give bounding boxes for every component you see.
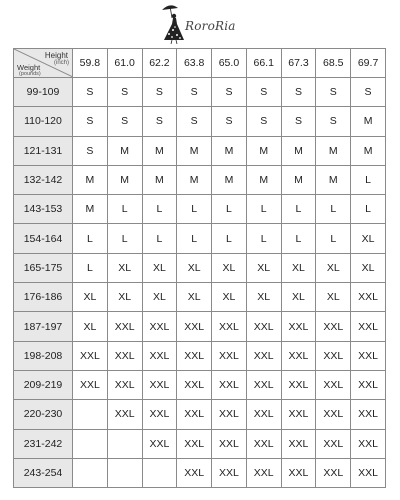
table-row — [14, 400, 386, 429]
size-cell: XXL — [316, 429, 351, 458]
size-cell: XXL — [351, 283, 386, 312]
size-cell: L — [177, 195, 212, 224]
size-cell: M — [107, 136, 142, 165]
weight-range-cell: 165-175 — [14, 253, 73, 282]
size-cell: XXL — [246, 400, 281, 429]
size-cell: XXL — [212, 370, 247, 399]
height-header-cell: 68.5 — [316, 49, 351, 78]
size-cell: XXL — [107, 400, 142, 429]
weight-range-cell: 243-254 — [14, 458, 73, 487]
size-cell: XL — [107, 253, 142, 282]
size-cell: L — [142, 224, 177, 253]
size-cell — [107, 429, 142, 458]
size-cell: M — [73, 165, 108, 194]
weight-range-cell: 110-120 — [14, 107, 73, 136]
size-chart-table — [13, 48, 386, 488]
table-row — [14, 78, 386, 107]
size-cell: XXL — [246, 429, 281, 458]
size-cell — [142, 458, 177, 487]
size-cell: S — [316, 78, 351, 107]
size-cell: M — [212, 165, 247, 194]
size-cell: XL — [281, 253, 316, 282]
size-cell: XXL — [351, 312, 386, 341]
size-cell: S — [73, 107, 108, 136]
height-header-cell: 59.8 — [73, 49, 108, 78]
size-cell: L — [73, 253, 108, 282]
size-cell: XXL — [73, 341, 108, 370]
size-cell: XXL — [142, 312, 177, 341]
size-cell: XXL — [107, 341, 142, 370]
size-cell: L — [351, 195, 386, 224]
size-cell: XXL — [142, 341, 177, 370]
size-cell: XXL — [142, 400, 177, 429]
size-cell: S — [177, 107, 212, 136]
table-row — [14, 429, 386, 458]
size-cell: S — [142, 78, 177, 107]
brand-logo — [0, 0, 400, 46]
size-cell: M — [212, 136, 247, 165]
size-cell: S — [281, 78, 316, 107]
height-header-cell: 67.3 — [281, 49, 316, 78]
size-cell: XL — [281, 283, 316, 312]
size-cell — [73, 400, 108, 429]
size-cell: XXL — [281, 370, 316, 399]
table-row — [14, 107, 386, 136]
table-row — [14, 283, 386, 312]
size-cell: XXL — [281, 312, 316, 341]
weight-label: Weight — [17, 63, 41, 72]
table-row — [14, 195, 386, 224]
height-header-cell: 62.2 — [142, 49, 177, 78]
table-row — [14, 136, 386, 165]
size-cell: XL — [351, 253, 386, 282]
size-cell: XXL — [177, 458, 212, 487]
size-cell: XXL — [316, 370, 351, 399]
size-cell: XL — [316, 253, 351, 282]
size-cell — [107, 458, 142, 487]
size-cell: XXL — [212, 400, 247, 429]
size-cell: M — [142, 165, 177, 194]
size-cell: XXL — [316, 341, 351, 370]
size-cell: S — [177, 78, 212, 107]
height-header-row — [14, 49, 386, 78]
size-cell: XXL — [351, 370, 386, 399]
weight-range-cell: 220-230 — [14, 400, 73, 429]
size-cell: XXL — [316, 458, 351, 487]
size-cell: XXL — [73, 370, 108, 399]
size-cell: XXL — [212, 458, 247, 487]
size-cell: XXL — [107, 312, 142, 341]
size-cell: S — [73, 136, 108, 165]
table-row — [14, 458, 386, 487]
size-cell: XXL — [281, 341, 316, 370]
size-cell: M — [107, 165, 142, 194]
size-cell: XXL — [281, 458, 316, 487]
size-cell: M — [246, 136, 281, 165]
size-cell: XXL — [246, 370, 281, 399]
size-cell: S — [212, 78, 247, 107]
size-cell: XXL — [177, 429, 212, 458]
weight-unit: (pounds) — [19, 71, 41, 77]
size-cell: XXL — [281, 400, 316, 429]
size-cell: XL — [142, 253, 177, 282]
weight-range-cell: 154-164 — [14, 224, 73, 253]
size-cell: XXL — [177, 341, 212, 370]
size-cell: L — [177, 224, 212, 253]
size-cell: M — [246, 165, 281, 194]
size-cell: XXL — [246, 312, 281, 341]
size-cell: L — [246, 195, 281, 224]
size-cell: XXL — [212, 341, 247, 370]
size-cell: M — [281, 136, 316, 165]
size-cell: XXL — [142, 429, 177, 458]
size-cell: XL — [107, 283, 142, 312]
size-cell: L — [351, 165, 386, 194]
weight-range-cell: 99-109 — [14, 78, 73, 107]
size-cell: XL — [316, 283, 351, 312]
size-cell: S — [281, 107, 316, 136]
height-header-cell: 63.8 — [177, 49, 212, 78]
size-cell: XL — [177, 283, 212, 312]
size-cell: S — [142, 107, 177, 136]
table-row — [14, 253, 386, 282]
size-cell: XXL — [246, 341, 281, 370]
size-cell: M — [351, 107, 386, 136]
weight-range-cell: 121-131 — [14, 136, 73, 165]
size-cell: XXL — [316, 400, 351, 429]
size-cell: L — [281, 195, 316, 224]
brand-name: RoroRia — [185, 19, 236, 33]
table-row — [14, 312, 386, 341]
size-cell: XL — [212, 253, 247, 282]
size-cell: XL — [73, 283, 108, 312]
size-cell: XL — [142, 283, 177, 312]
size-cell: S — [73, 78, 108, 107]
height-unit: (inch) — [53, 60, 69, 66]
table-row — [14, 370, 386, 399]
table-row — [14, 165, 386, 194]
size-cell: M — [351, 136, 386, 165]
size-cell: S — [107, 78, 142, 107]
size-cell: XL — [177, 253, 212, 282]
size-cell: M — [73, 195, 108, 224]
size-cell: S — [316, 107, 351, 136]
size-cell: XXL — [281, 429, 316, 458]
table-row — [14, 224, 386, 253]
height-label: Height — [44, 51, 68, 60]
size-cell: S — [246, 107, 281, 136]
size-cell: L — [107, 195, 142, 224]
size-cell: XXL — [177, 312, 212, 341]
weight-range-cell: 176-186 — [14, 283, 73, 312]
size-cell — [73, 458, 108, 487]
size-cell: XXL — [351, 341, 386, 370]
weight-range-cell: 187-197 — [14, 312, 73, 341]
weight-range-cell: 198-208 — [14, 341, 73, 370]
size-cell: M — [177, 136, 212, 165]
size-cell: XXL — [351, 429, 386, 458]
size-cell: M — [316, 136, 351, 165]
weight-range-cell: 132-142 — [14, 165, 73, 194]
size-cell: XXL — [351, 400, 386, 429]
size-cell: L — [212, 195, 247, 224]
size-cell: L — [246, 224, 281, 253]
size-cell: M — [177, 165, 212, 194]
size-cell — [73, 429, 108, 458]
weight-range-cell: 209-219 — [14, 370, 73, 399]
weight-range-cell: 143-153 — [14, 195, 73, 224]
size-cell: L — [316, 224, 351, 253]
size-cell: XXL — [316, 312, 351, 341]
size-cell: XXL — [177, 370, 212, 399]
size-cell: L — [212, 224, 247, 253]
size-cell: S — [212, 107, 247, 136]
size-chart-body — [14, 78, 386, 488]
size-cell: XL — [246, 283, 281, 312]
height-header-cell: 65.0 — [212, 49, 247, 78]
size-cell: XXL — [351, 458, 386, 487]
size-cell: L — [316, 195, 351, 224]
weight-range-cell: 231-242 — [14, 429, 73, 458]
height-header-cell: 61.0 — [107, 49, 142, 78]
table-row — [14, 341, 386, 370]
size-cell: XXL — [212, 429, 247, 458]
size-cell: M — [142, 136, 177, 165]
dress-lady-icon — [160, 2, 186, 44]
size-cell: XL — [246, 253, 281, 282]
size-cell: L — [73, 224, 108, 253]
size-cell: XXL — [246, 458, 281, 487]
size-cell: XL — [351, 224, 386, 253]
corner-header-cell — [14, 49, 73, 78]
size-cell: XL — [212, 283, 247, 312]
height-header-cell: 66.1 — [246, 49, 281, 78]
size-cell: XXL — [142, 370, 177, 399]
size-cell: S — [246, 78, 281, 107]
size-cell: M — [316, 165, 351, 194]
size-cell: L — [107, 224, 142, 253]
size-cell: S — [107, 107, 142, 136]
size-cell: M — [281, 165, 316, 194]
size-cell: XXL — [212, 312, 247, 341]
size-cell: S — [351, 78, 386, 107]
size-cell: L — [142, 195, 177, 224]
size-cell: L — [281, 224, 316, 253]
size-cell: XXL — [107, 370, 142, 399]
size-cell: XXL — [177, 400, 212, 429]
size-cell: XL — [73, 312, 108, 341]
height-header-cell: 69.7 — [351, 49, 386, 78]
